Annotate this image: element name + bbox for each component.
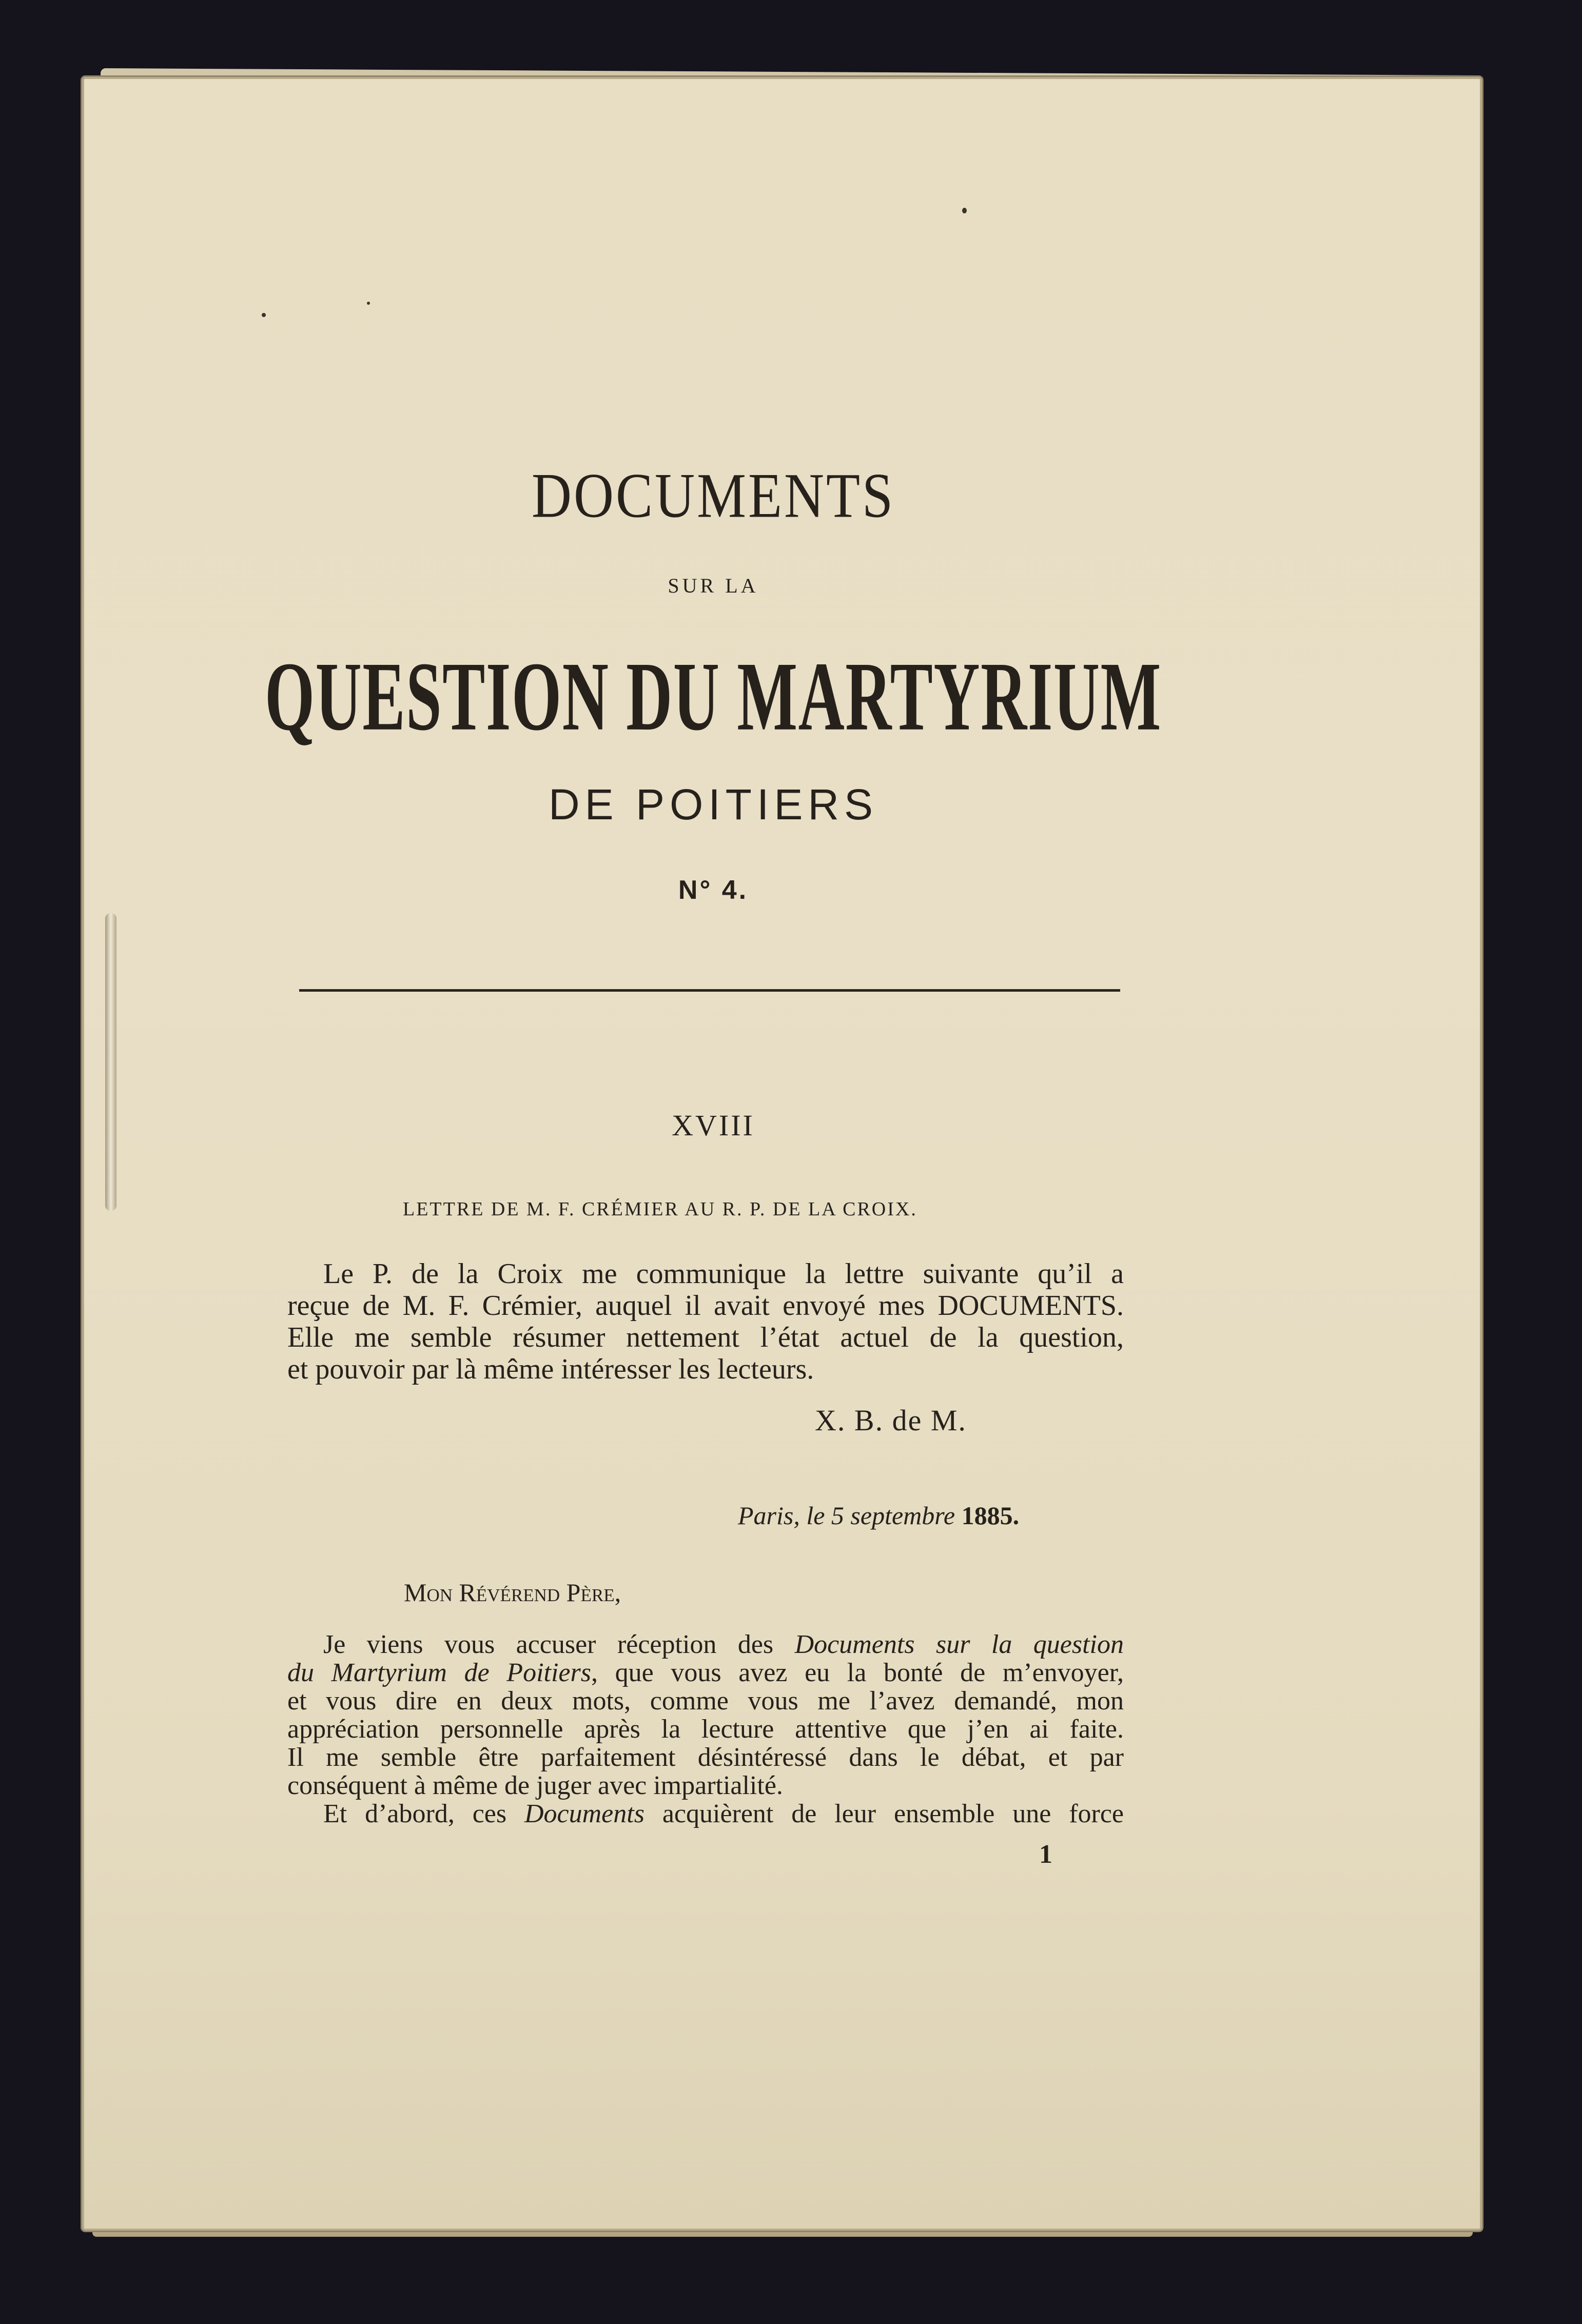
letter-line: et vous dire en deux mots, comme vous me l’avez demandé, mon bbox=[287, 1686, 1124, 1716]
title-question: QUESTION DU MARTYRIUM bbox=[265, 641, 1162, 751]
paper-speck bbox=[367, 302, 370, 305]
divider-rule bbox=[299, 989, 1120, 992]
letter-line: Je viens vous accuser réception des Documents sur la question bbox=[323, 1630, 1124, 1659]
title-place: DE POITIERS bbox=[548, 780, 878, 829]
letter-line: Et d’abord, ces Documents acquièrent de leur ensemble une force bbox=[323, 1799, 1124, 1828]
page-number: 1 bbox=[1039, 1840, 1052, 1869]
issue-number: N° 4. bbox=[678, 875, 749, 905]
intro-line: reçue de M. F. Crémier, auquel il avait envoyé mes DOCUMENTS. bbox=[287, 1290, 1124, 1322]
letter-body bbox=[287, 1630, 1124, 1828]
letter-line: conséquent à même de juger avec impartialité. bbox=[287, 1771, 783, 1800]
section-number: XVIII bbox=[672, 1109, 755, 1142]
section-heading: LETTRE DE M. F. CRÉMIER AU R. P. DE LA CROIX. bbox=[403, 1198, 917, 1220]
title-documents: DOCUMENTS bbox=[531, 461, 895, 531]
letter-salutation: Mon Révérend Père, bbox=[404, 1578, 621, 1607]
letter-place-date: Paris, le 5 septembre bbox=[738, 1501, 955, 1530]
paper-speck bbox=[962, 208, 967, 213]
intro-line: Le P. de la Croix me communique la lettre suivante qu’il a bbox=[323, 1258, 1124, 1290]
letter-year: 1885. bbox=[961, 1501, 1020, 1530]
intro-line: et pouvoir par là même intéresser les lecteurs. bbox=[287, 1353, 814, 1385]
intro-paragraph bbox=[287, 1258, 1124, 1385]
letter-line: du Martyrium de Poitiers, que vous avez eu la bonté de m’envoyer, bbox=[287, 1658, 1124, 1687]
signature: X. B. de M. bbox=[815, 1404, 967, 1437]
title-sur-la: SUR LA bbox=[668, 574, 759, 597]
letter-line: Il me semble être parfaitement désintéressé dans le débat, et par bbox=[287, 1743, 1124, 1772]
intro-line: Elle me semble résumer nettement l’état actuel de la question, bbox=[287, 1322, 1124, 1353]
letter-line: appréciation personnelle après la lecture attentive que j’en ai faite. bbox=[287, 1715, 1124, 1744]
letter-dateline bbox=[738, 1501, 1019, 1530]
paper-speck bbox=[262, 313, 266, 317]
